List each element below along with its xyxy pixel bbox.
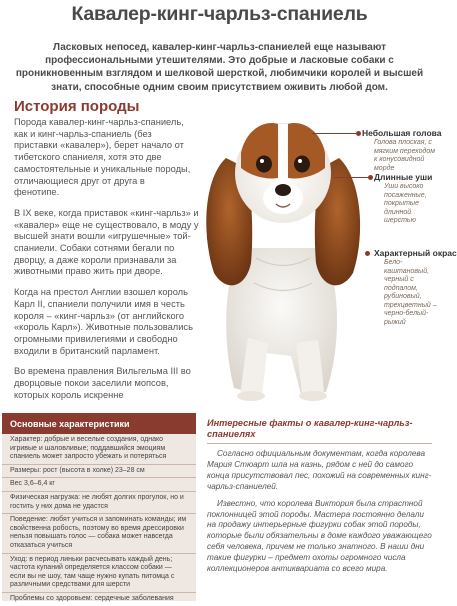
history-text — [14, 117, 204, 410]
characteristic-row: Размеры: рост (высота в холке) 23–28 см — [2, 465, 196, 479]
callout-color — [362, 248, 457, 327]
facts-paragraph: Известно, что королева Виктория была страстной поклонницей этой породы. Мастера постоянно делали на продажу интерьерные фигурки собак этой породы, которые были обязательны в доме каждого уважающего себя человека, причем не только знатного. В наши дни такие фигурки – предмет охоты огромного числа коллекционеров антиквариата со всего мира. — [207, 498, 432, 574]
callout-heading — [362, 128, 442, 138]
characteristic-row: Характер: добрые и веселые создания, однако игривые и шаловливые; поддавшийся эмоциям спаниель может запросто убежать и потеряться — [2, 434, 196, 465]
callout-heading — [362, 248, 457, 258]
callout-dot-icon — [368, 175, 373, 180]
callout-description: Бело-каштановый, черный с подпалом, рубиновый, трехцветный – черно-белый-рыжий — [384, 259, 437, 326]
callout-heading-text: Длинные уши — [374, 172, 433, 182]
facts-text — [207, 449, 434, 581]
characteristics-heading: Основные характеристики — [2, 415, 196, 434]
callout-heading-text: Характерный окрас — [374, 248, 457, 258]
characteristic-row: Физическая нагрузка: не любят долгих прогулок, но и гостить у них дома не удастся — [2, 492, 196, 514]
callout-description: Голова плоская, с мягким переходом к конусовидной морде — [374, 139, 436, 172]
facts-paragraph: Согласно официальным документам, когда королева Мария Стюарт шла на казнь, рядом с ней до самого конца присутствовал пес, похожий на современных кинг-чарльз-спаниелей. — [207, 449, 432, 491]
callout-description: Уши высоко посаженные, покрытые длинной шерстью — [384, 183, 427, 224]
characteristic-row: Вес 3,6–6,4 кг — [2, 478, 196, 492]
callout-heading-text: Небольшая голова — [362, 128, 442, 138]
history-heading: История породы — [14, 98, 140, 115]
history-paragraph: Когда на престол Англии взошел король Карл II, спаниели получили имя в честь короля – «кинг-чарльз» (от английского «король Карл»). Животные пользовались огромными привилегиями и свободно входили в британский парламент. — [14, 287, 193, 356]
characteristic-row: Проблемы со здоровьем: сердечные заболевания — [10, 594, 174, 602]
history-paragraph: Во времена правления Вильгельма III во дворцовые покои заселили мопсов, которых король искренне — [14, 366, 191, 400]
callout-dot-icon — [365, 251, 370, 256]
callout-dot-icon — [356, 131, 361, 136]
callout-head — [362, 128, 442, 173]
callout-line-icon — [312, 133, 356, 134]
facts-heading: Интересные факты о кавалер-кинг-чарльз-спаниелях — [207, 418, 413, 439]
history-paragraph: В IX веке, когда приставок «кинг-чарльз» и «кавалер» еще не существовало, в моду у высшей знати вошли «игрушечные» той-спаниели. Собаки сотнями бегали по дворцу, а даже короли признавали за животными право жить при дворе. — [14, 207, 199, 277]
callout-ears — [362, 172, 439, 226]
callout-heading — [362, 172, 439, 182]
page-title: Кавалер-кинг-чарльз-спаниель — [71, 3, 368, 25]
characteristics-box — [2, 413, 196, 601]
dog-photo-icon — [196, 98, 371, 403]
dog-photo — [196, 98, 371, 403]
intro-text: Ласковых непосед, кавалер-кинг-чарльз-спаниелей еще называют профессиональными утешителями. Это добрые и ласковые собаки с проникновенным взглядом и шелковой шерсткой, любимчики королей и высшей знати, способные одним своим присутствием оживить любой дом. — [15, 42, 424, 93]
characteristic-row: Поведение: любят учиться и запоминать команды; им свойственна робость, поэтому во время дрессировки нельзя повышать голос — собака может навсегда отказаться учиться — [2, 514, 196, 553]
history-paragraph: Порода кавалер-кинг-чарльз-спаниель, как и кинг-чарльз-спаниель (без приставки «кавалер»), берет начало от тибетского спаниеля, хотя это две самостоятельные и уникальные породы, отличающиеся друг от друга в фенотипе. — [14, 117, 191, 198]
callout-line-icon — [334, 177, 368, 178]
characteristic-row: Уход: в период линьки расчесывать каждый день; частота купаний определяется классом собаки — если вы не шоу, там чаще нужно купать питомца с различными средствами для шерсти — [2, 554, 196, 593]
facts-divider — [207, 443, 432, 444]
